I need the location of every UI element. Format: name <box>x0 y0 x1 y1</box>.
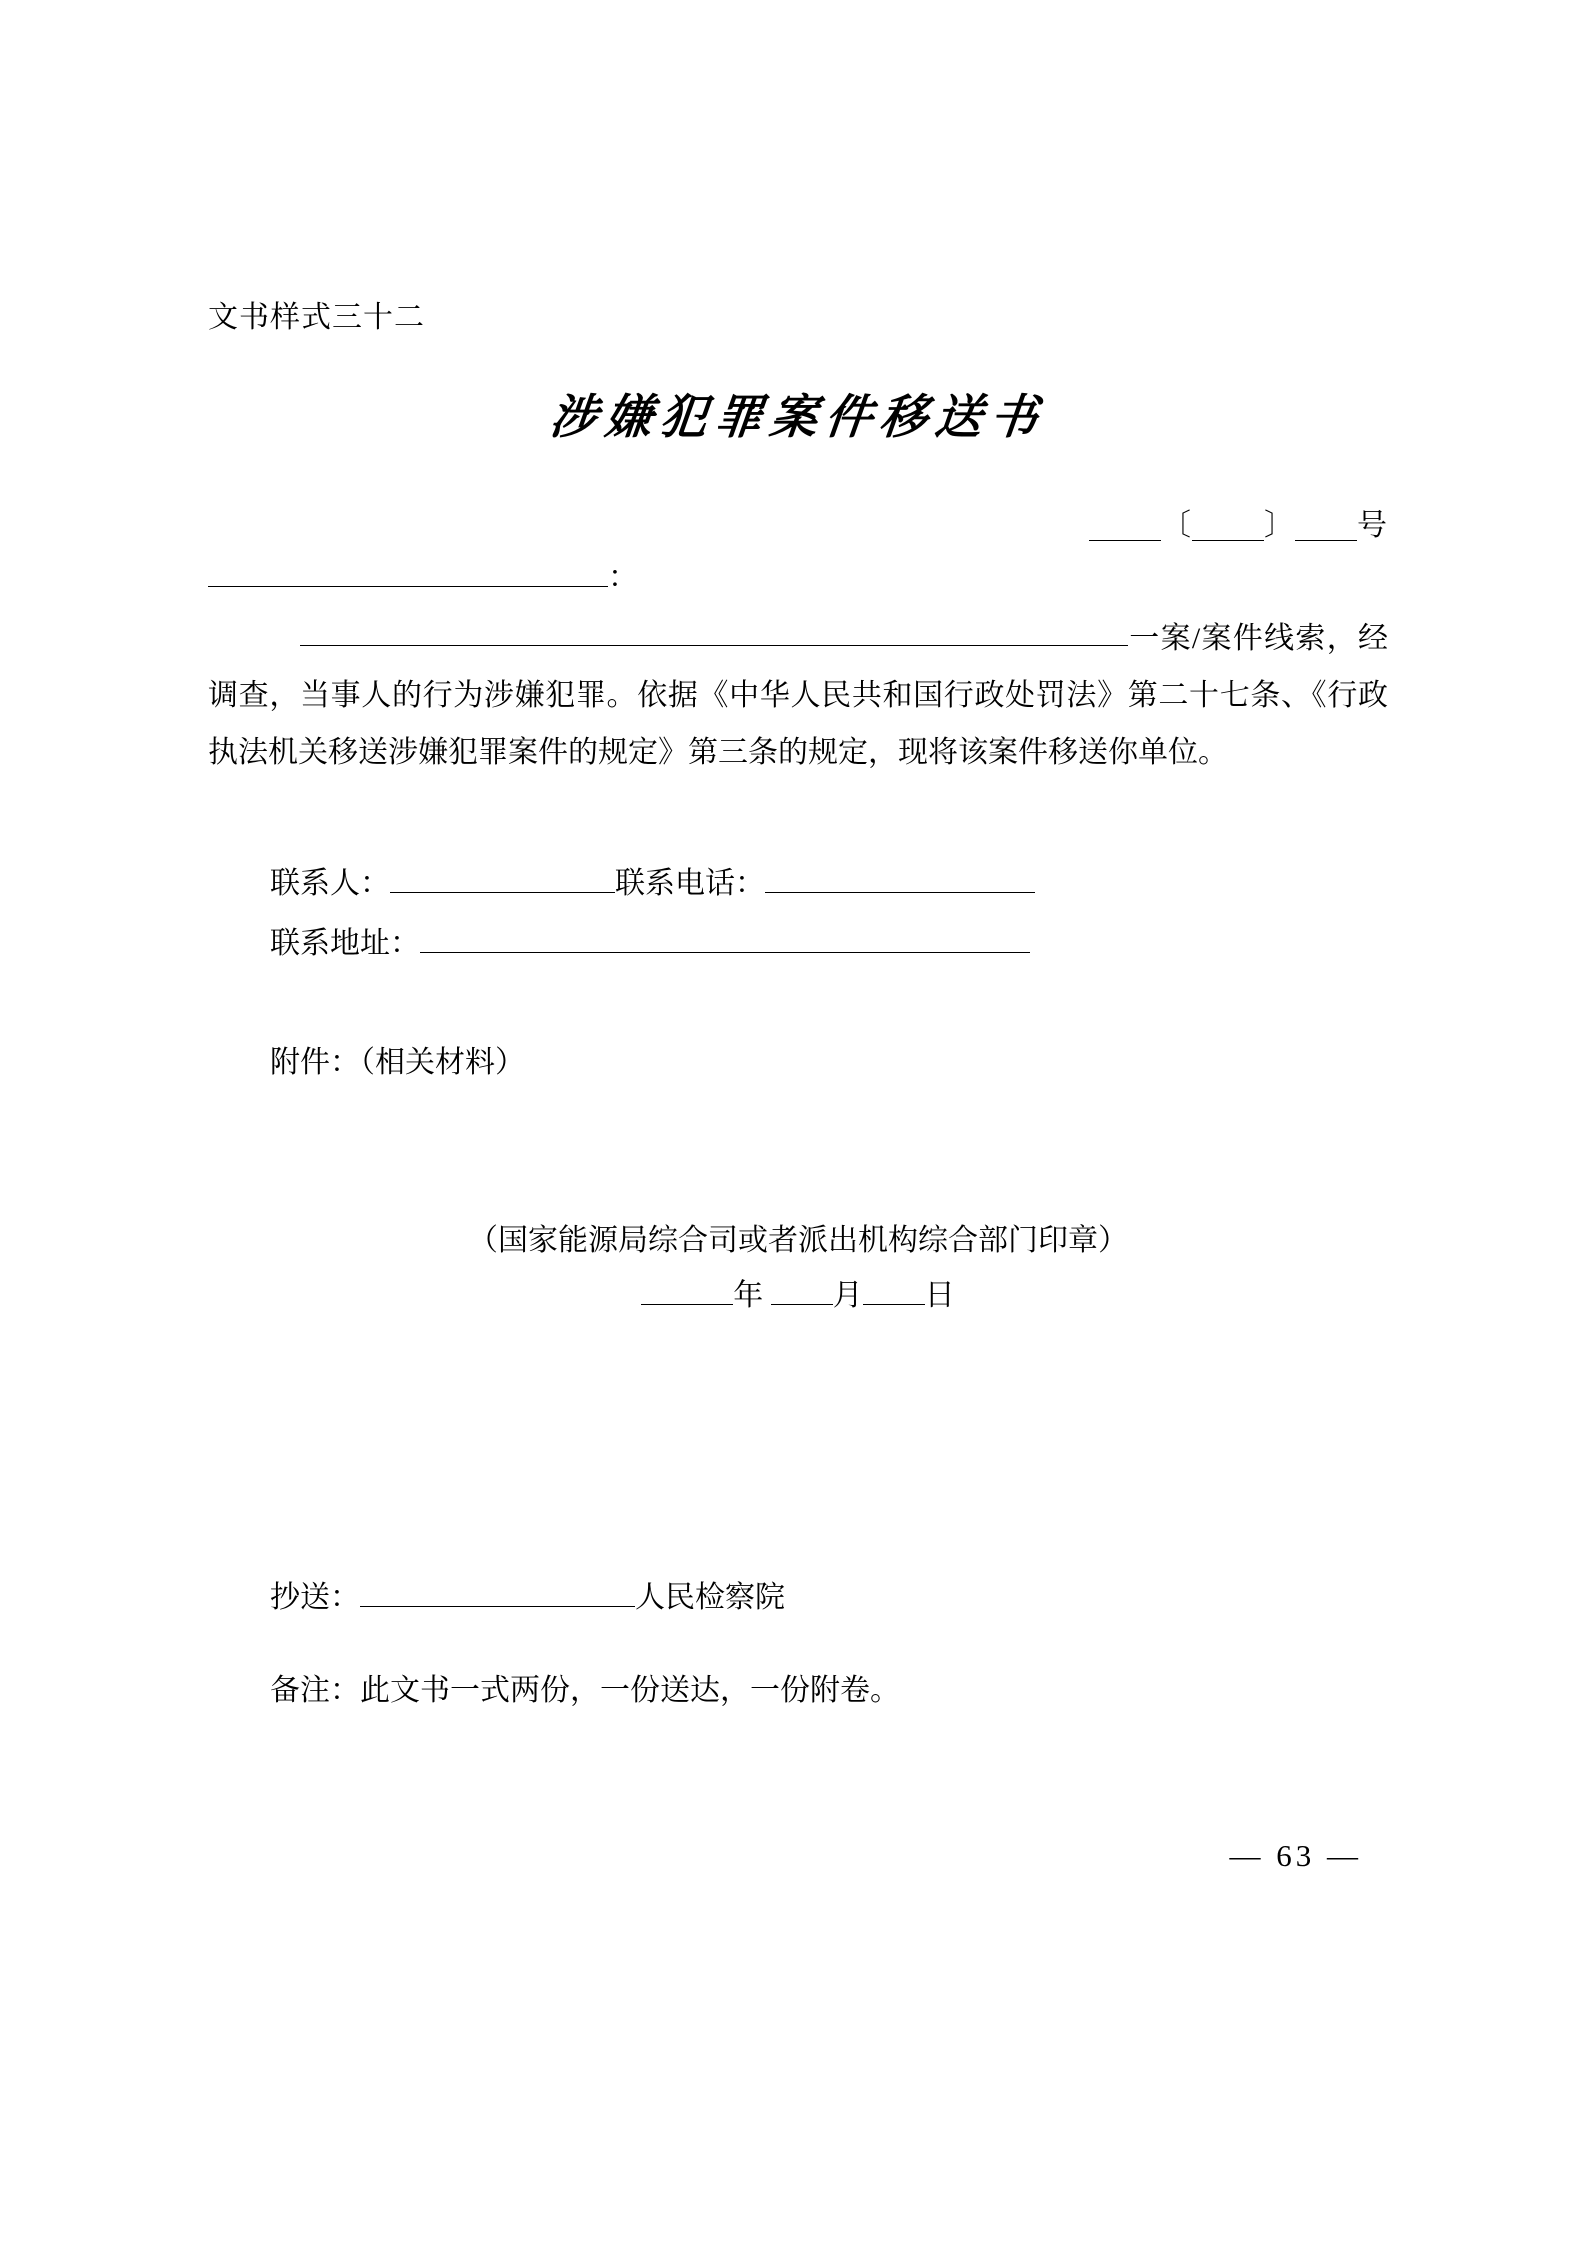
recipient-colon: ： <box>608 561 638 594</box>
bracket-open: 〔 <box>1161 509 1192 542</box>
contact-person-label: 联系人： <box>270 867 390 900</box>
recipient-blank <box>208 560 608 587</box>
date-year-label: 年 <box>733 1279 764 1312</box>
copy-to-row <box>270 1572 785 1616</box>
seal-text: （国家能源局综合司或者派出机构综合部门印章） <box>468 1224 1128 1257</box>
contact-address-label: 联系地址： <box>270 927 420 960</box>
recipient-line <box>208 552 638 596</box>
copy-to-label: 抄送： <box>270 1581 360 1614</box>
bracket-close: 〕 <box>1264 509 1295 542</box>
contact-phone-blank <box>765 866 1035 893</box>
doc-number-prefix-blank <box>1089 510 1161 541</box>
attachment-label: 附件：（相关材料） <box>270 1046 525 1079</box>
contact-phone-label: 联系电话： <box>615 867 765 900</box>
document-number-line <box>1089 500 1388 544</box>
page-number: — 63 — <box>1229 1838 1362 1873</box>
date-line <box>208 1270 1388 1314</box>
contact-person-blank <box>390 866 615 893</box>
copy-to-blank <box>360 1580 635 1607</box>
contact-address-blank <box>420 926 1030 953</box>
date-year-blank <box>641 1278 733 1305</box>
note-line: 备注：此文书一式两份，一份送达，一份附卷。 <box>270 1674 900 1707</box>
doc-number-year-blank <box>1192 510 1264 541</box>
doc-number-suffix: 号 <box>1357 509 1388 542</box>
case-name-blank <box>300 619 1128 646</box>
doc-number-serial-blank <box>1295 510 1357 541</box>
body-paragraph <box>208 610 1388 781</box>
date-month-label: 月 <box>832 1279 863 1312</box>
form-style-label: 文书样式三十二 <box>208 301 425 334</box>
contact-address-row <box>270 918 1030 962</box>
date-day-blank <box>863 1278 925 1305</box>
date-day-label: 日 <box>924 1279 955 1312</box>
copy-to-suffix: 人民检察院 <box>635 1581 785 1614</box>
date-month-blank <box>771 1278 833 1305</box>
contact-person-row <box>270 858 1035 902</box>
body-text: 一案/案件线索，经调查，当事人的行为涉嫌犯罪。依据《中华人民共和国行政处罚法》第二十七条、《行政执法机关移送涉嫌犯罪案件的规定》第三条的规定，现将该案件移送你单位。 <box>208 622 1388 769</box>
page-title: 涉嫌犯罪案件移送书 <box>547 390 1048 445</box>
